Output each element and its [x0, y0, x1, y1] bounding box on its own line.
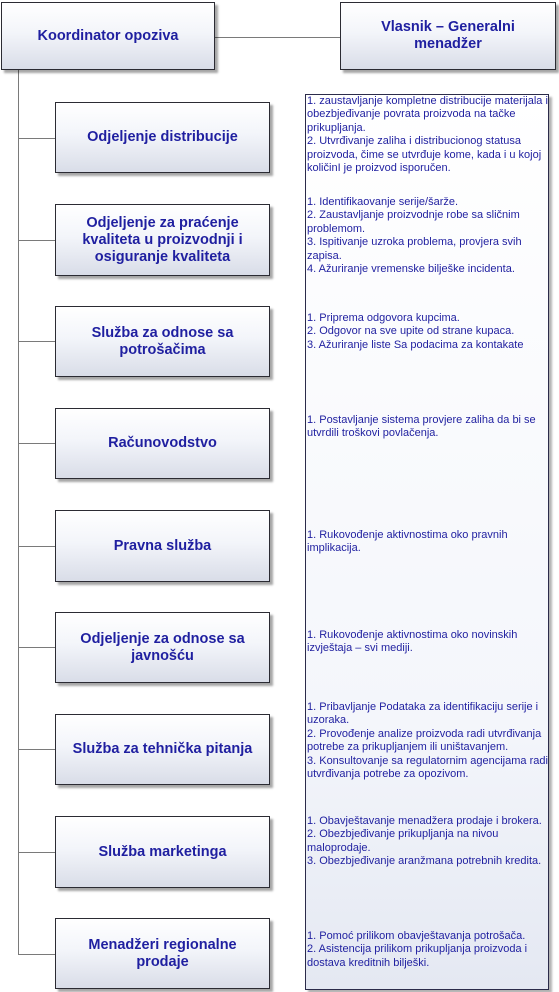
task-list-regional-sales [306, 930, 548, 970]
department-label: Menadžeri regionalne prodaje [88, 936, 237, 970]
task-list-legal [306, 529, 548, 556]
task-item: 3. Obezbjeđivanje aranžmana potrebnih kredita. [307, 855, 542, 868]
task-item: 3. Ažuriranje liste Sa podacima za kontakate [307, 338, 524, 351]
department-label: Računovodstvo [108, 435, 217, 451]
task-item: 1. Pomoć prilikom obavještavanja potrošača. [307, 930, 526, 942]
task-item: 1. Obavještavanje menadžera prodaje i brokera. [307, 815, 542, 827]
task-item: 2. Asistencija prilikom prikupljanja proizvoda i dostava kreditnih bilješki. [307, 943, 528, 969]
task-list-marketing [306, 815, 548, 869]
department-label: Služba marketinga [98, 843, 227, 860]
branch-line-4 [18, 443, 55, 444]
department-box-quality [55, 204, 270, 276]
coordinator-box [1, 2, 215, 70]
vertical-trunk-line [18, 70, 19, 954]
task-item: 2. Utvrđivanje zaliha i distribucionog statusa proizvoda, čime se utvrđuje kome, kada i u kojoj količinI je proizvod isporučen. [307, 135, 542, 175]
task-item: 1. Identifikaovanje serije/šarže. [307, 196, 459, 208]
branch-line-5 [18, 546, 55, 547]
branch-line-6 [18, 647, 55, 648]
task-list-distribution [306, 95, 548, 175]
task-list-technical [306, 701, 548, 781]
task-item: 2. Odgovor na sve upite od strane kupaca. [307, 325, 515, 338]
task-item: 1. Rukovođenje aktivnostima oko novinskih izvještaja – svi mediji. [307, 629, 518, 655]
branch-line-3 [18, 341, 55, 342]
task-list-consumer-relations [306, 312, 548, 352]
department-box-accounting [55, 408, 270, 479]
branch-line-7 [18, 749, 55, 750]
coordinator-label: Koordinator opoziva [37, 27, 179, 44]
task-item: 3. Ispitivanje uzroka problema, provjera svih zapisa. [307, 236, 522, 262]
task-list-public-relations [306, 629, 548, 656]
task-item: 1. Rukovođenje aktivnostima oko pravnih implikacija. [307, 529, 508, 555]
department-box-distribution [55, 102, 270, 173]
department-box-regional-sales [55, 918, 270, 989]
task-list-quality [306, 196, 548, 276]
department-box-technical [55, 714, 270, 785]
task-list-accounting [306, 414, 548, 441]
owner-label: Vlasnik – Generalni menadžer [381, 19, 515, 52]
branch-line-9 [18, 954, 55, 955]
owner-box [340, 2, 556, 70]
department-box-legal [55, 510, 270, 582]
department-box-marketing [55, 816, 270, 888]
department-label: Odjeljenje distribucije [87, 129, 238, 145]
task-item: 1. Pribavljanje Podataka za identifikaciju serije i uzoraka. [307, 701, 539, 727]
task-item: 1. Priprema odgovora kupcima. [307, 312, 460, 324]
task-item: 1. Postavljanje sistema provjere zaliha da bi se utvrdili troškovi povlačenja. [307, 414, 536, 440]
department-label: Služba za tehnička pitanja [72, 741, 253, 757]
branch-line-2 [18, 240, 55, 241]
branch-line-1 [18, 138, 55, 139]
department-label: Služba za odnose sa potrošačima [91, 324, 234, 358]
branch-line-8 [18, 852, 55, 853]
task-item: 2. Provođenje analize proizvoda radi utvrđivanja potrebe za prikupljanjem ili uništavanjem. [307, 727, 542, 754]
department-box-consumer-relations [55, 306, 270, 377]
task-item: 2. Obezbjeđivanje prikupljanja na nivou maloprodaje. [307, 828, 499, 854]
task-item: 1. zaustavljanje kompletne distribucije materijala i obezbjeđivanje povrata proizvoda na tačke prikupljanja. [307, 95, 548, 134]
task-item: 4. Ažuriranje vremenske bilješke incidenta. [307, 263, 515, 276]
task-item: 2. Zaustavljanje proizvodnje robe sa sličnim problemom. [307, 209, 520, 235]
department-label: Odjeljenje za praćenje kvaliteta u proizvodnji i osiguranje kvaliteta [82, 214, 243, 265]
department-label: Pravna služba [113, 537, 212, 554]
department-label: Odjeljenje za odnose sa javnošću [80, 630, 245, 664]
top-connector-line [215, 37, 340, 38]
department-box-public-relations [55, 612, 270, 683]
task-item: 3. Konsultovanje sa regulatornim agencijama radi utvrđivanja potrebe za opozivom. [307, 754, 548, 781]
